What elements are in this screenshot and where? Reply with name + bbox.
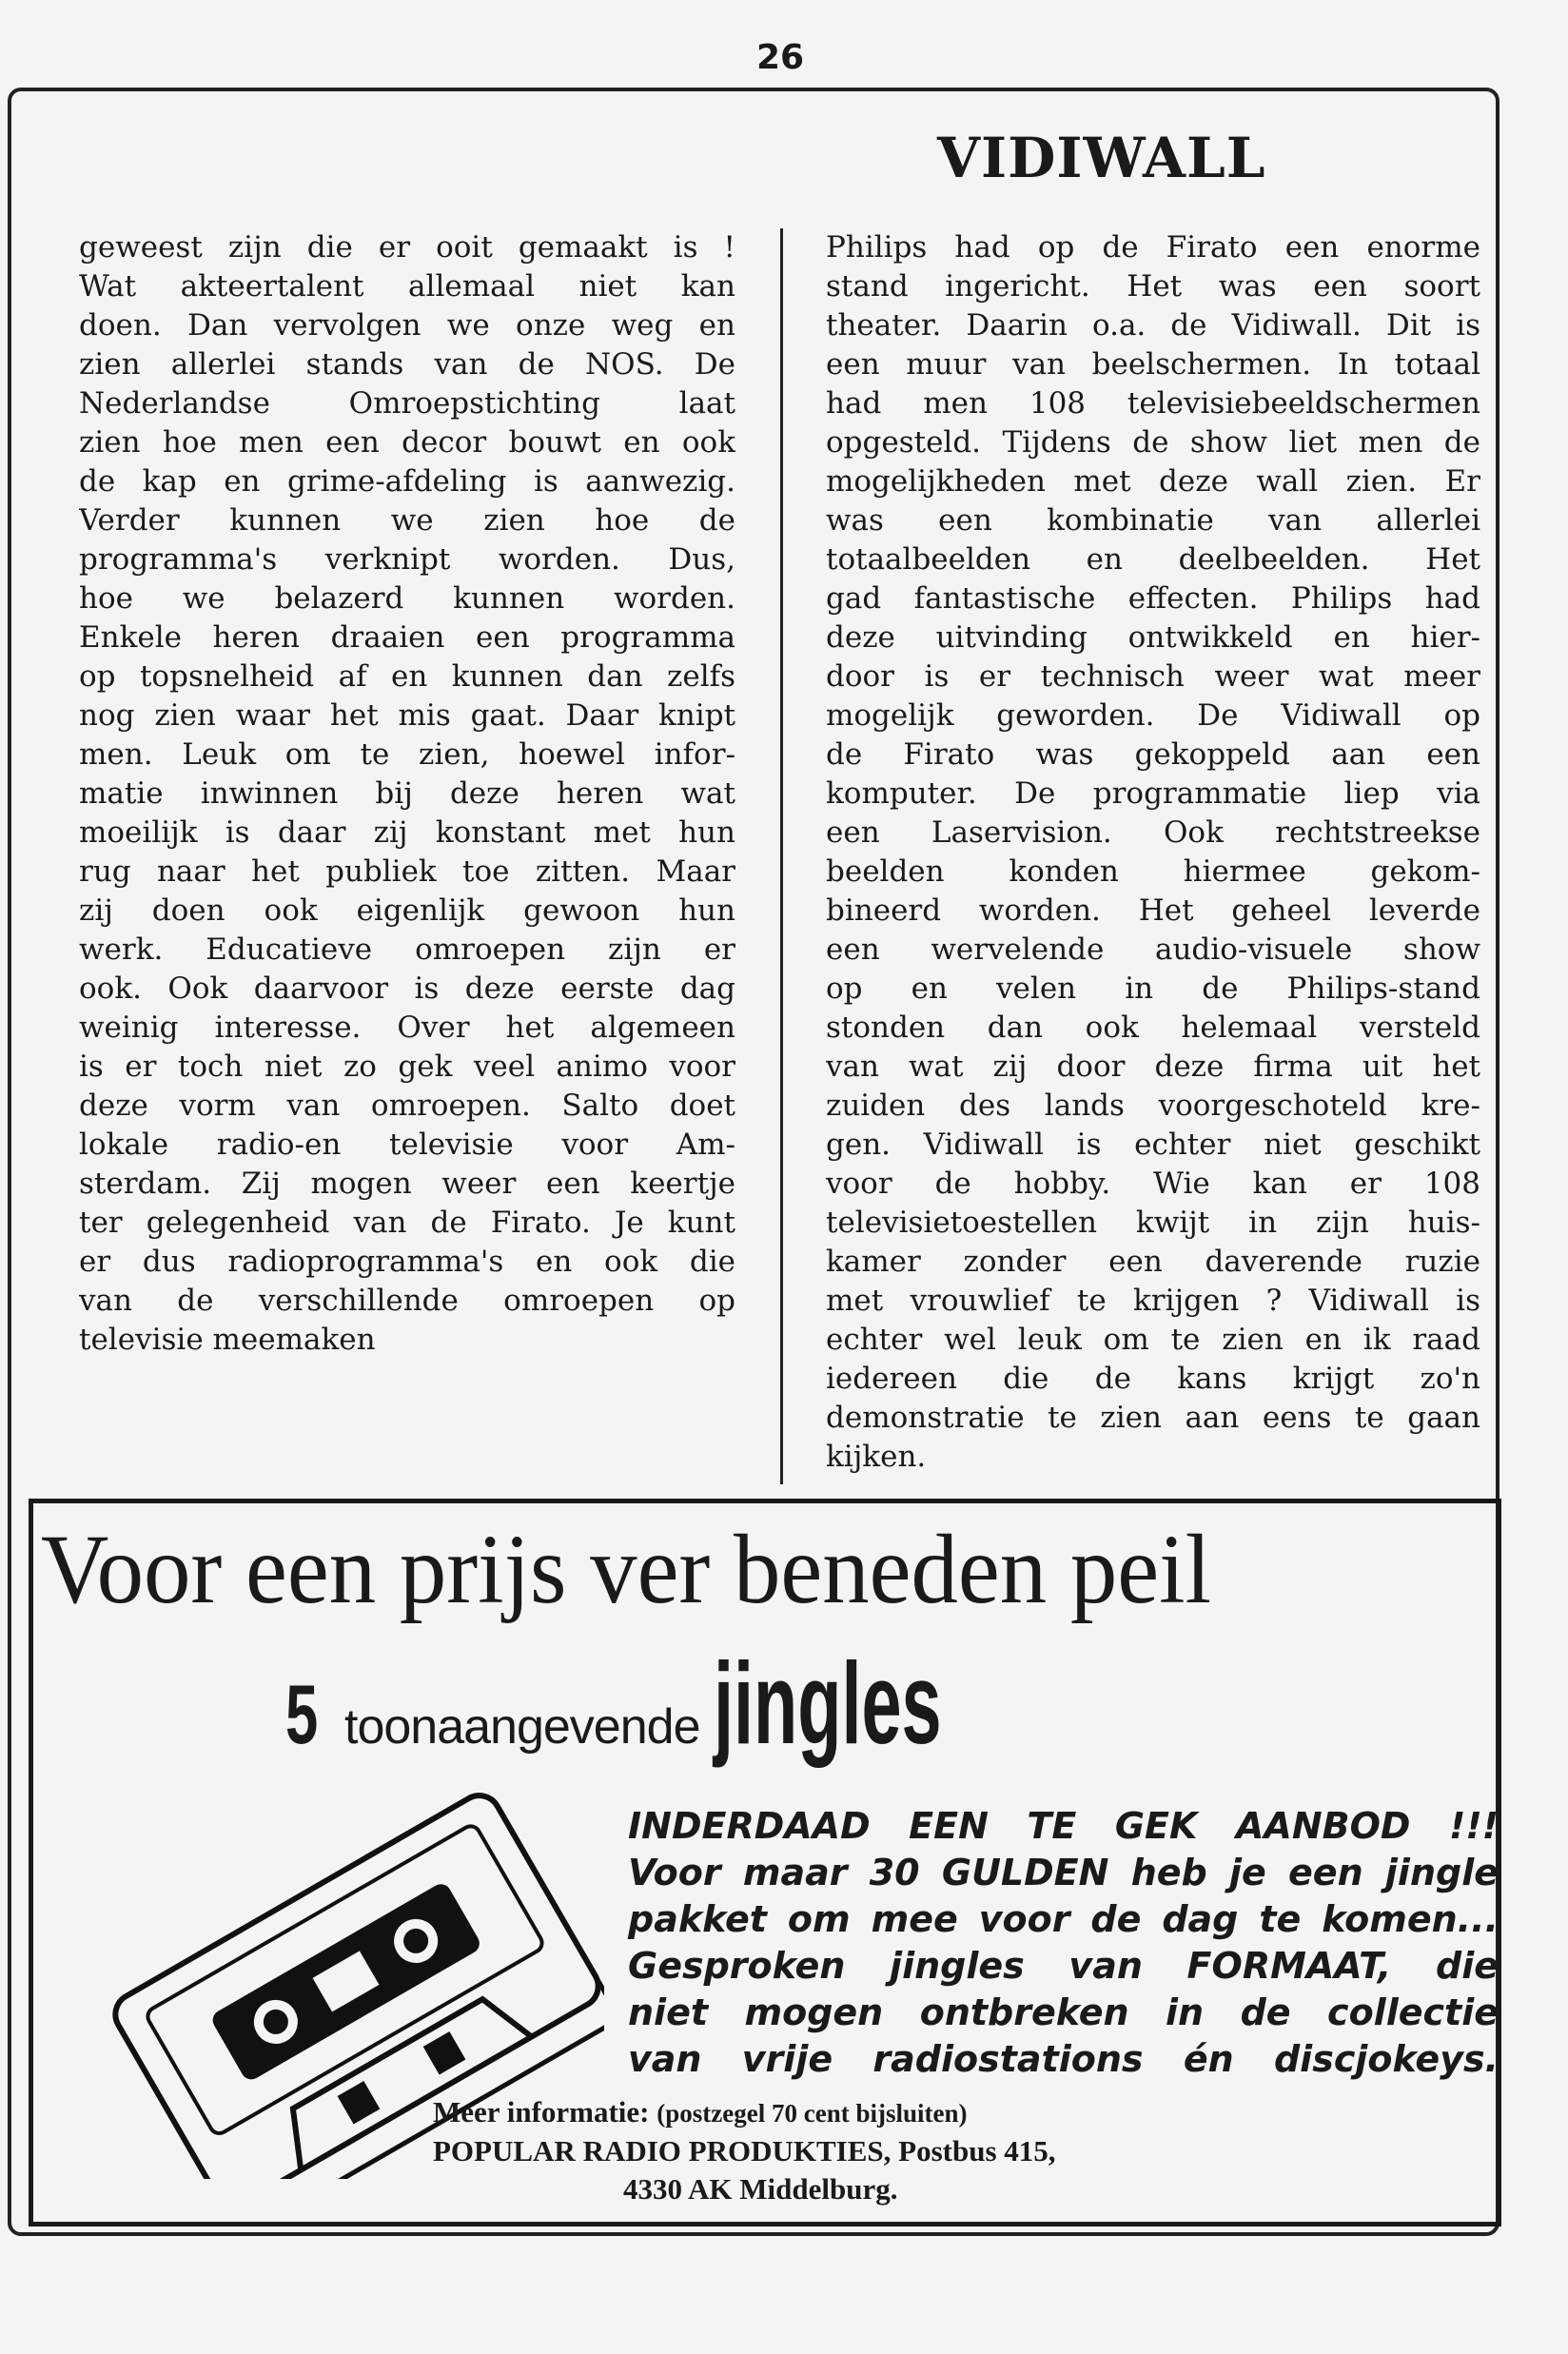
text-line: op en velen in de Philips-stand	[826, 971, 1480, 1006]
text-line: Verder kunnen we zien hoe de	[79, 503, 735, 538]
text-line: van vrije radiostations én discjokeys.	[628, 2038, 1499, 2080]
text-line: gen. Vidiwall is echter niet geschikt	[826, 1128, 1480, 1162]
text-line: moeilijk is daar zij konstant met hun	[79, 815, 735, 850]
text-line: geweest zijn die er ooit gemaakt is !	[79, 230, 735, 265]
text-line: de Firato was gekoppeld aan een	[826, 737, 1480, 772]
column-divider	[780, 228, 783, 1484]
text-line: televisietoestellen kwijt in zijn huis-	[826, 1206, 1480, 1240]
text-line: gad fantastische effecten. Philips had	[826, 581, 1480, 616]
text-line: theater. Daarin o.a. de Vidiwall. Dit is	[826, 308, 1480, 343]
text-line: totaalbeelden en deelbeelden. Het	[826, 542, 1480, 577]
text-line: bineerd worden. Het geheel leverde	[826, 893, 1480, 928]
text-line: rug naar het publiek toe zitten. Maar	[79, 854, 735, 889]
text-line: Voor maar 30 GULDEN heb je een jingle	[628, 1852, 1499, 1893]
ad-product: jingles	[713, 1638, 942, 1768]
text-line: had men 108 televisiebeeldschermen	[826, 386, 1480, 421]
text-line: op topsnelheid af en kunnen dan zelfs	[79, 659, 735, 694]
text-line: zien hoe men een decor bouwt en ook	[79, 425, 735, 460]
text-line: opgesteld. Tijdens de show liet men de	[826, 425, 1480, 460]
text-line: sterdam. Zij mogen weer een keertje	[79, 1167, 735, 1201]
text-line: Philips had op de Firato een enorme	[826, 230, 1480, 265]
ad-contact	[433, 2093, 1056, 2208]
text-line: nog zien waar het mis gaat. Daar knipt	[79, 698, 735, 733]
text-line: een wervelende audio-visuele show	[826, 932, 1480, 967]
text-line: stonden dan ook helemaal versteld	[826, 1010, 1480, 1045]
text-line: weinig interesse. Over het algemeen	[79, 1010, 735, 1045]
text-line: werk. Educatieve omroepen zijn er	[79, 932, 735, 967]
text-line: zuiden des lands voorgeschoteld kre-	[826, 1089, 1480, 1123]
ad-body	[628, 1803, 1499, 2083]
city-address: 4330 AK Middelburg.	[623, 2172, 898, 2206]
text-line: iedereen die de kans krijgt zo'n	[826, 1362, 1480, 1396]
text-line: doen. Dan vervolgen we onze weg en	[79, 308, 735, 343]
info-note: (postzegel 70 cent bijsluiten)	[657, 2099, 968, 2128]
text-line: met vrouwlief te krijgen ? Vidiwall is	[826, 1284, 1480, 1318]
text-line: demonstratie te zien aan eens te gaan	[826, 1401, 1480, 1435]
text-line: lokale radio-en televisie voor Am-	[79, 1128, 735, 1162]
text-line: een muur van beelschermen. In totaal	[826, 347, 1480, 382]
text-line: is er toch niet zo gek veel animo voor	[79, 1049, 735, 1084]
text-line: komputer. De programmatie liep via	[826, 776, 1480, 811]
text-line: stand ingericht. Het was een soort	[826, 269, 1480, 304]
ad-subtitle: toonaangevende	[344, 1699, 700, 1755]
text-line: echter wel leuk om te zien en ik raad	[826, 1323, 1480, 1357]
text-line: ter gelegenheid van de Firato. Je kunt	[79, 1206, 735, 1240]
text-line: zien allerlei stands van de NOS. De	[79, 347, 735, 382]
info-label: Meer informatie:	[433, 2095, 650, 2128]
text-line: door is er technisch weer wat meer	[826, 659, 1480, 694]
text-line: de kap en grime-afdeling is aanwezig.	[79, 464, 735, 499]
text-line: Gesproken jingles van FORMAAT, die	[628, 1945, 1499, 1987]
ad-headline: Voor een prijs ver beneden peil	[41, 1515, 1212, 1624]
text-line: beelden konden hiermee gekom-	[826, 854, 1480, 889]
text-line: een Laservision. Ook rechtstreekse	[826, 815, 1480, 850]
text-line: niet mogen ontbreken in de collectie	[628, 1991, 1499, 2033]
text-line: kamer zonder een daverende ruzie	[826, 1245, 1480, 1279]
text-line: was een kombinatie van allerlei	[826, 503, 1480, 538]
ad-number: 5	[285, 1667, 319, 1761]
ad-subheadline	[285, 1637, 1081, 1770]
text-line: mogelijkheden met deze wall zien. Er	[826, 464, 1480, 499]
text-line: INDERDAAD EEN TE GEK AANBOD !!!	[628, 1805, 1499, 1847]
page-number: 26	[755, 38, 805, 77]
article-title: VIDIWALL	[937, 126, 1266, 190]
text-line: programma's verknipt worden. Dus,	[79, 542, 735, 577]
text-line: televisie meemaken	[79, 1323, 376, 1357]
text-line: er dus radioprogramma's en ook die	[79, 1245, 735, 1279]
text-line: ook. Ook daarvoor is deze eerste dag	[79, 971, 735, 1006]
advertisement	[29, 1499, 1501, 2226]
right-column	[826, 228, 1480, 1477]
text-line: men. Leuk om te zien, hoewel infor-	[79, 737, 735, 772]
text-line: zij doen ook eigenlijk gewoon hun	[79, 893, 735, 928]
text-line: hoe we belazerd kunnen worden.	[79, 581, 735, 616]
text-line: matie inwinnen bij deze heren wat	[79, 776, 735, 811]
text-line: Nederlandse Omroepstichting laat	[79, 386, 735, 421]
text-line: van de verschillende omroepen op	[79, 1284, 735, 1318]
text-line: voor de hobby. Wie kan er 108	[826, 1167, 1480, 1201]
text-line: deze vorm van omroepen. Salto doet	[79, 1089, 735, 1123]
text-line: Wat akteertalent allemaal niet kan	[79, 269, 735, 304]
company-address: POPULAR RADIO PRODUKTIES, Postbus 415,	[433, 2134, 1056, 2168]
left-column	[79, 228, 735, 1360]
text-line: deze uitvinding ontwikkeld en hier-	[826, 620, 1480, 655]
text-line: kijken.	[826, 1440, 927, 1474]
text-line: Enkele heren draaien een programma	[79, 620, 735, 655]
text-line: mogelijk geworden. De Vidiwall op	[826, 698, 1480, 733]
text-line: pakket om mee voor de dag te komen...	[628, 1898, 1499, 1940]
text-line: van wat zij door deze firma uit het	[826, 1049, 1480, 1084]
